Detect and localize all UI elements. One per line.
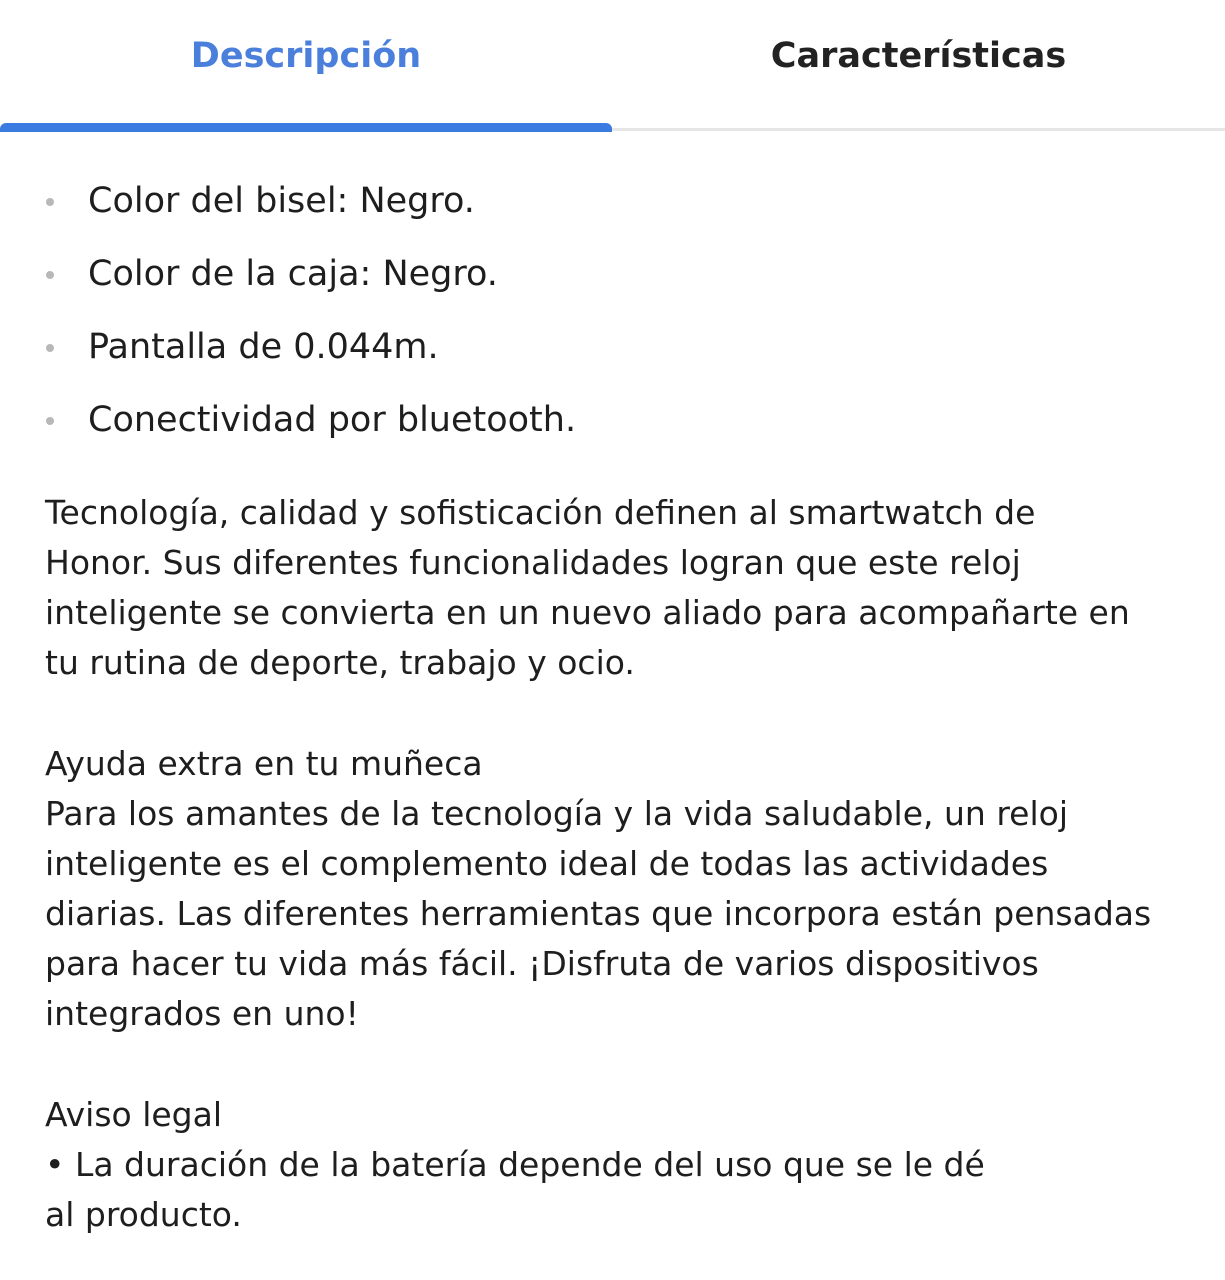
bullet-icon	[46, 198, 54, 206]
feature-text: Pantalla de 0.044m.	[88, 327, 439, 367]
paragraph-line: Tecnología, calidad y sofisticación definen al smartwatch de	[45, 493, 1036, 532]
paragraph-line: diarias. Las diferentes herramientas que incorpora están pensadas	[45, 894, 1152, 933]
active-tab-indicator	[0, 123, 612, 132]
paragraph-line: tu rutina de deporte, trabajo y ocio.	[45, 643, 635, 682]
tab-descripcion[interactable]: Descripción	[190, 36, 422, 76]
feature-item	[0, 165, 1225, 238]
feature-item	[0, 311, 1225, 384]
feature-item	[0, 238, 1225, 311]
paragraph-line: inteligente es el complemento ideal de todas las actividades	[45, 844, 1049, 883]
bullet-icon	[46, 344, 54, 352]
tab-caracteristicas[interactable]: Características	[770, 36, 1067, 76]
description-content	[0, 165, 1225, 457]
tab-bar	[0, 0, 1225, 132]
feature-text: Conectividad por bluetooth.	[88, 400, 577, 440]
feature-text: Color de la caja: Negro.	[88, 254, 498, 294]
paragraph-line: integrados en uno!	[45, 994, 359, 1033]
section-heading: Aviso legal	[45, 1095, 223, 1134]
intro-paragraph	[45, 488, 1205, 688]
paragraph-line: para hacer tu vida más fácil. ¡Disfruta de varios dispositivos	[45, 944, 1039, 983]
help-section	[45, 739, 1205, 1039]
feature-list	[0, 165, 1225, 457]
bullet-icon	[46, 271, 54, 279]
feature-text: Color del bisel: Negro.	[88, 181, 475, 221]
feature-item	[0, 384, 1225, 457]
paragraph-line: • La duración de la batería depende del uso que se le dé	[45, 1145, 985, 1184]
paragraph-line: inteligente se convierta en un nuevo aliado para acompañarte en	[45, 593, 1130, 632]
bullet-icon	[46, 417, 54, 425]
legal-section	[45, 1090, 1205, 1240]
paragraph-line: al producto.	[45, 1195, 242, 1234]
section-heading: Ayuda extra en tu muñeca	[45, 744, 483, 783]
paragraph-line: Para los amantes de la tecnología y la vida saludable, un reloj	[45, 794, 1068, 833]
paragraph-line: Honor. Sus diferentes funcionalidades logran que este reloj	[45, 543, 1021, 582]
